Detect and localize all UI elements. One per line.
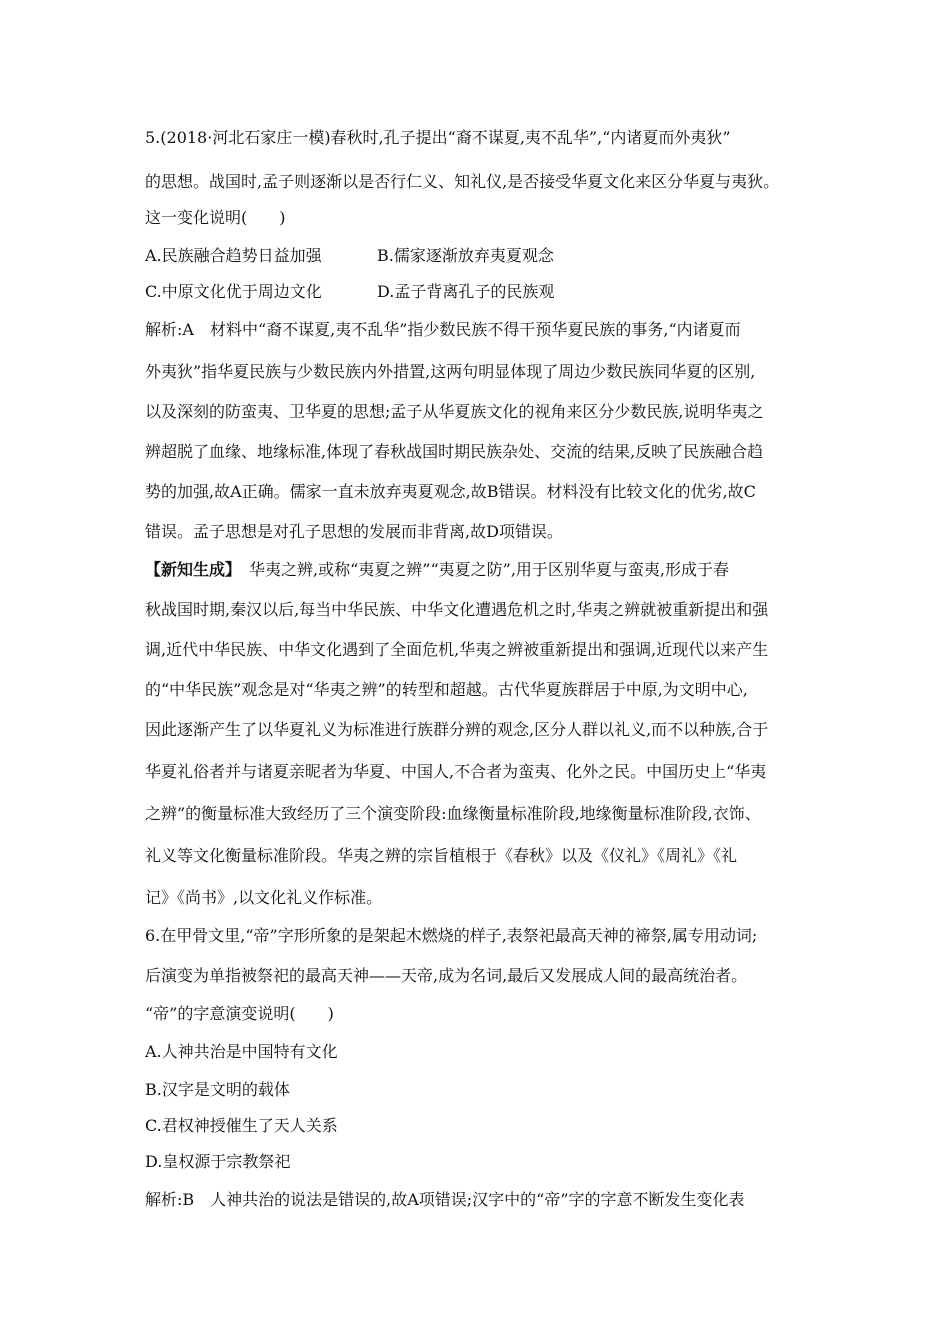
q5-options-row-2	[145, 282, 825, 302]
q5-analysis-line-2: 外夷狄”指华夏民族与少数民族内外措置,这两句明显体现了周边少数民族同华夏的区别,	[145, 362, 756, 381]
q5-stem-line-2: 的思想。战国时,孟子则逐渐以是否行仁义、知礼仪,是否接受华夏文化来区分华夏与夷狄。	[145, 172, 780, 191]
new-knowledge-line-5: 因此逐渐产生了以华夏礼义为标准进行族群分辨的观念,区分人群以礼义,而不以种族,合于	[145, 720, 769, 739]
q6-stem-line-1: 6.在甲骨文里,“帝”字形所象的是架起木燃烧的样子,表祭祀最高天神的禘祭,属专用动词;	[145, 926, 758, 945]
q5-analysis-line-1: 解析:A 材料中“裔不谋夏,夷不乱华”指少数民族不得干预华夏民族的事务,“内诸夏而	[145, 320, 741, 339]
q6-option-a: A.人神共治是中国特有文化	[145, 1042, 338, 1061]
q6-stem-line-2: 后演变为单指被祭祀的最高天神——天帝,成为名词,最后又发展成人间的最高统治者。	[145, 966, 748, 985]
new-knowledge-first-text: 华夷之辨,或称“夷夏之辨”“夷夏之防”,用于区别华夏与蛮夷,形成于春	[233, 560, 729, 579]
q6-analysis-line-1: 解析:B 人神共治的说法是错误的,故A项错误;汉字中的“帝”字的字意不断发生变化表	[145, 1190, 745, 1209]
new-knowledge-line-9: 记》《尚书》,以文化礼义作标准。	[145, 888, 383, 907]
q6-option-b: B.汉字是文明的载体	[145, 1080, 290, 1099]
q6-stem-line-3: “帝”的字意演变说明( )	[145, 1004, 334, 1023]
new-knowledge-line-1	[145, 560, 825, 580]
new-knowledge-line-7: 之辨”的衡量标准大致经历了三个演变阶段:血缘衡量标准阶段,地缘衡量标准阶段,衣饰、	[145, 804, 761, 823]
q5-stem-line-3: 这一变化说明( )	[145, 208, 286, 227]
q5-analysis-line-3: 以及深刻的防蛮夷、卫华夏的思想;孟子从华夏族文化的视角来区分少数民族,说明华夷之	[145, 402, 764, 421]
new-knowledge-line-4: 的“中华民族”观念是对“华夷之辨”的转型和超越。古代华夏族群居于中原,为文明中心,	[145, 680, 748, 699]
q6-option-d: D.皇权源于宗教祭祀	[145, 1152, 291, 1171]
q5-option-c: C.中原文化优于周边文化	[145, 282, 322, 301]
q5-stem-line-1: 5.(2018·河北石家庄一模)春秋时,孔子提出“裔不谋夏,夷不乱华”,“内诸夏而外夷狄”	[145, 128, 731, 147]
q6-option-c: C.君权神授催生了天人关系	[145, 1116, 338, 1135]
q5-option-d: D.孟子背离孔子的民族观	[377, 282, 555, 301]
q5-options-row-1	[145, 246, 825, 266]
q5-option-b: B.儒家逐渐放弃夷夏观念	[377, 246, 554, 265]
new-knowledge-tag: 【新知生成】	[145, 560, 234, 579]
q5-analysis-line-4: 辨超脱了血缘、地缘标准,体现了春秋战国时期民族杂处、交流的结果,反映了民族融合趋	[145, 442, 764, 461]
new-knowledge-line-6: 华夏礼俗者并与诸夏亲昵者为华夏、中国人,不合者为蛮夷、化外之民。中国历史上“华夷	[145, 762, 767, 781]
q5-analysis-line-6: 错误。孟子思想是对孔子思想的发展而非背离,故D项错误。	[145, 522, 563, 541]
new-knowledge-line-2: 秋战国时期,秦汉以后,每当中华民族、中华文化遭遇危机之时,华夷之辨就被重新提出和强	[145, 600, 769, 619]
q5-analysis-line-5: 势的加强,故A正确。儒家一直未放弃夷夏观念,故B错误。材料没有比较文化的优劣,故C	[145, 482, 756, 501]
new-knowledge-line-8: 礼义等文化衡量标准阶段。华夷之辨的宗旨植根于《春秋》以及《仪礼》《周礼》《礼	[145, 846, 738, 865]
new-knowledge-line-3: 调,近代中华民族、中华文化遇到了全面危机,华夷之辨被重新提出和强调,近现代以来产生	[145, 640, 769, 659]
q5-option-a: A.民族融合趋势日益加强	[145, 246, 322, 265]
